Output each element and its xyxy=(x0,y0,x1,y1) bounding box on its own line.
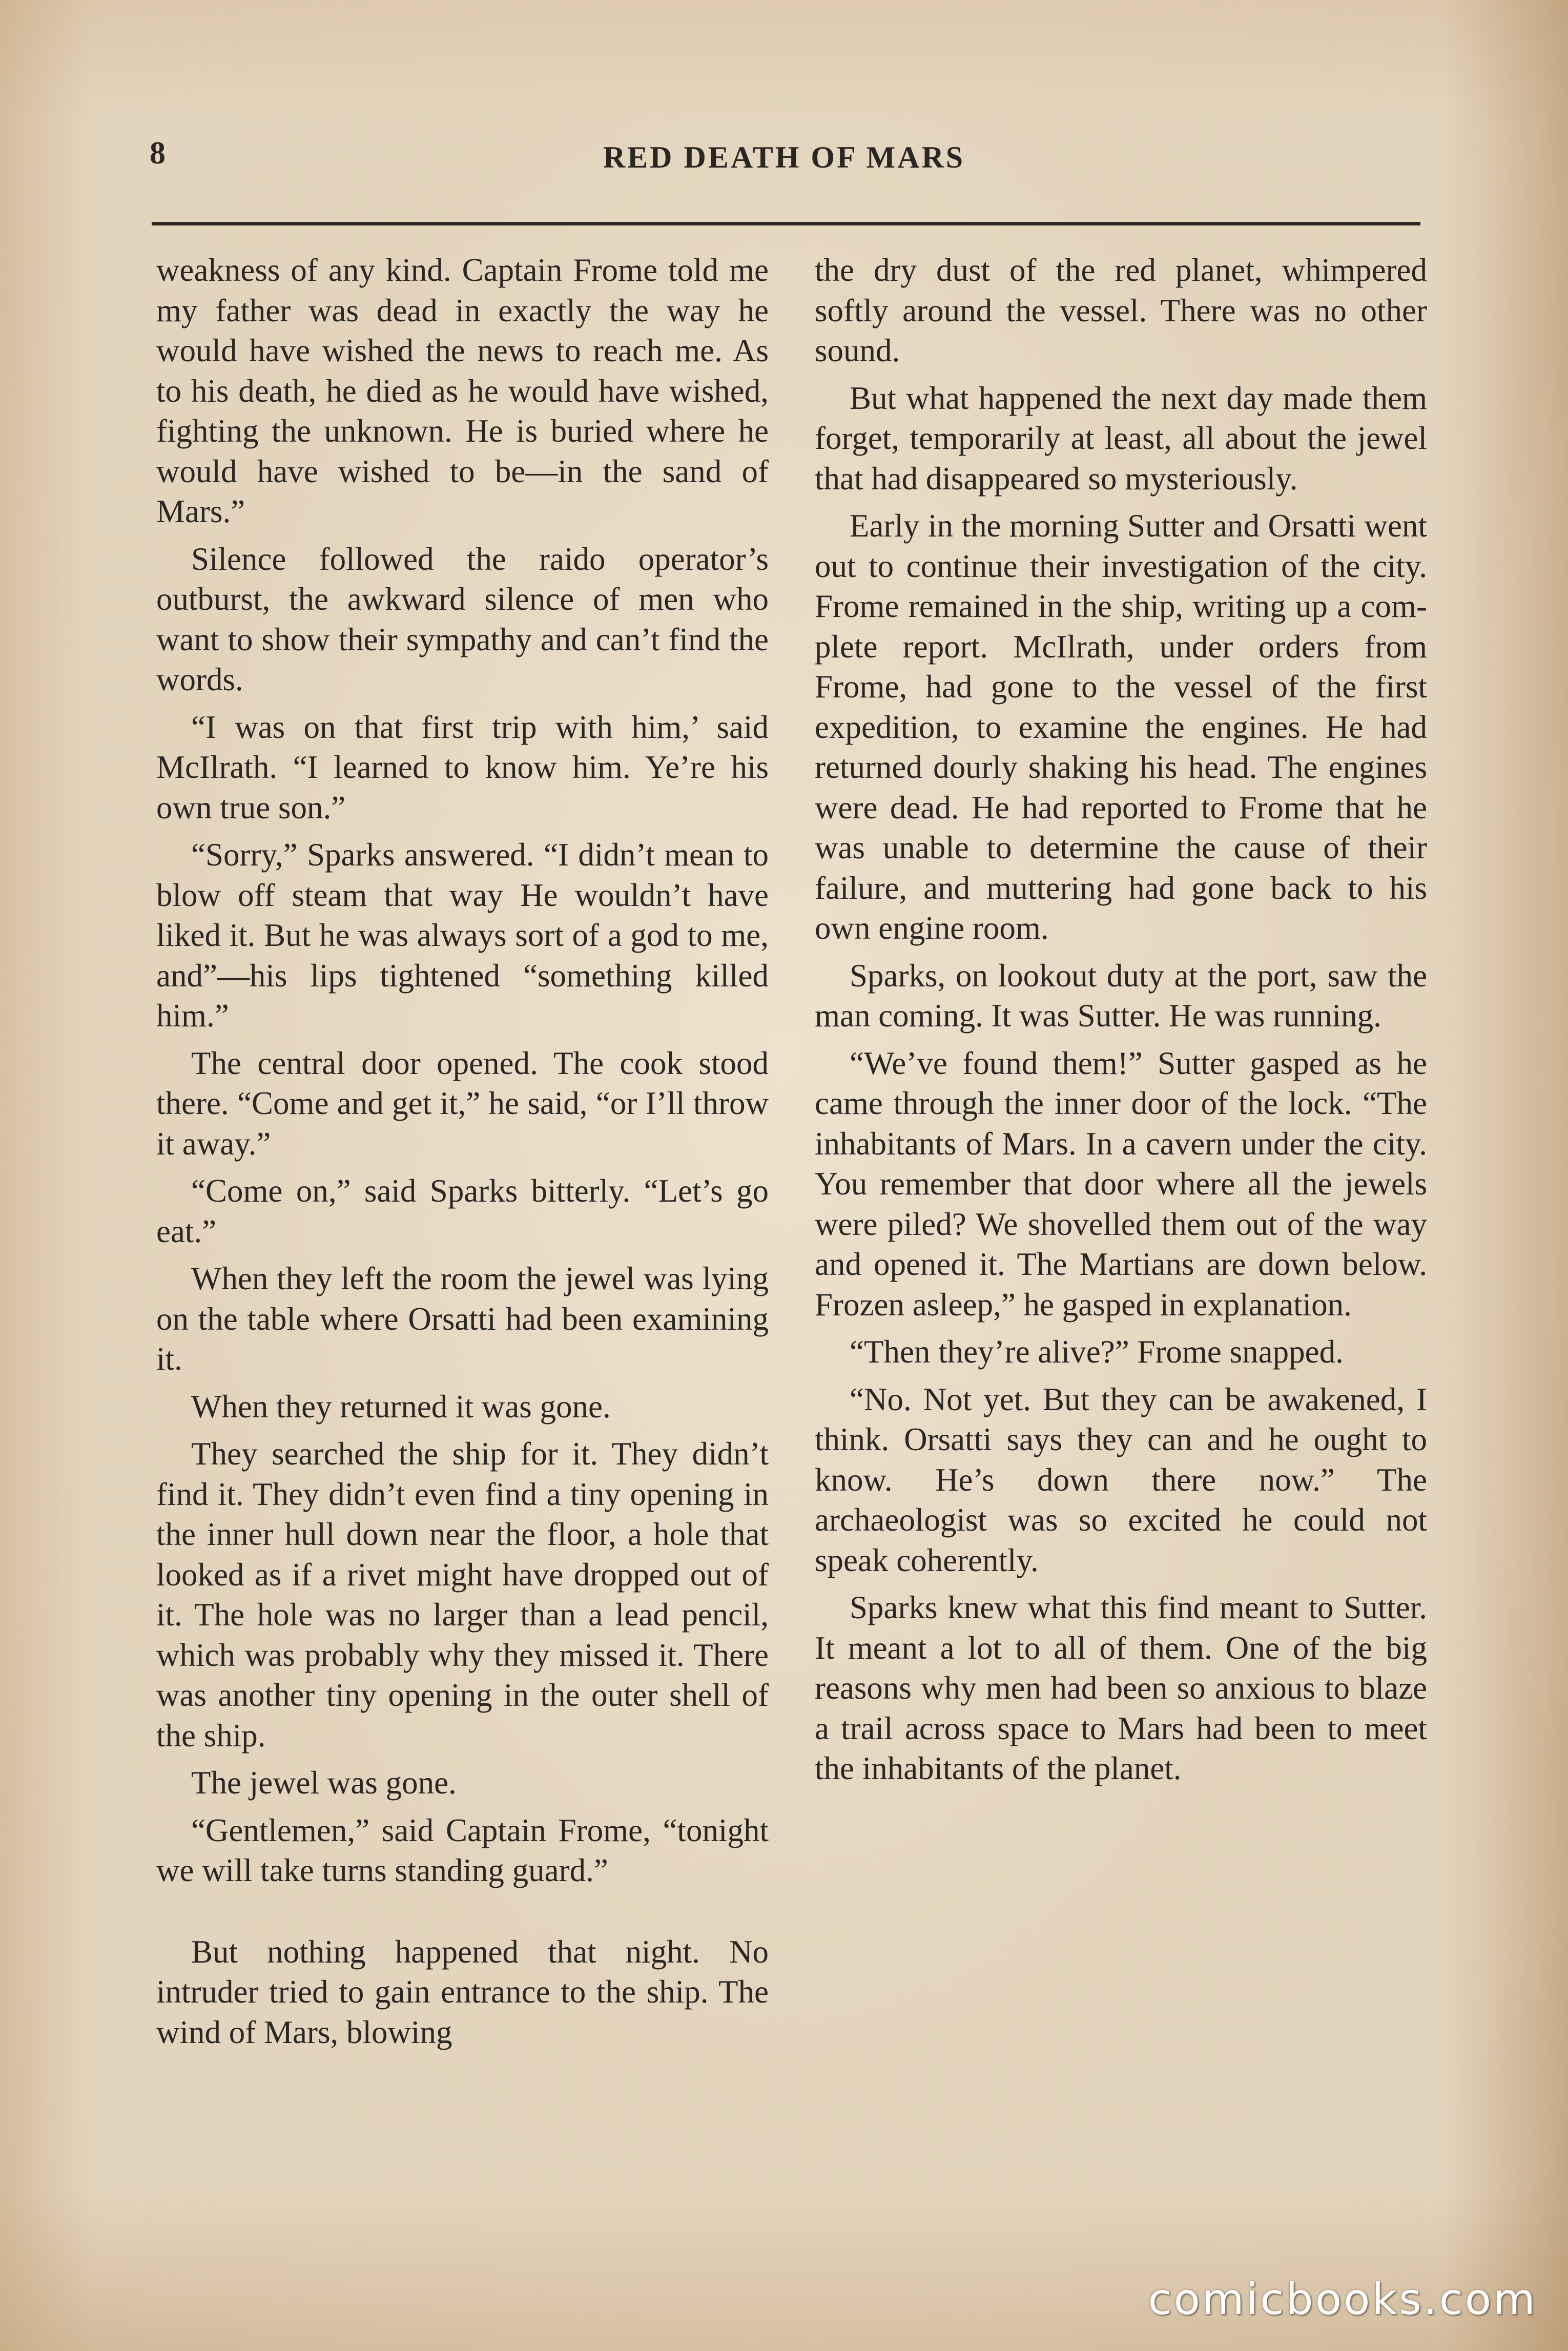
paragraph: “Come on,” said Sparks bitterly. “Let’s go eat.” xyxy=(156,1173,769,1249)
paragraph: When they returned it was gone. xyxy=(191,1388,611,1425)
paragraph: “We’ve found them!” Sutter gasped as he came through the inner door of the lock. “The inhabitants of Mars. In a cavern under the city. You remember that door where all the jewels were piled? We shovelled them out of the way and opened it. The Martians are down below. Frozen asleep,” he gasped in explanation. xyxy=(815,1045,1427,1323)
watermark: comicbooks.com xyxy=(1148,2274,1537,2324)
paragraph: The central door opened. The cook stood there. “Come and get it,” he said, “or I’ll throw it away.” xyxy=(156,1045,769,1162)
paragraph: “Then they’re alive?” Frome snapped. xyxy=(850,1334,1344,1370)
paragraph: Early in the morning Sutter and Orsatti went out to continue their investigation of the city. Frome remained in the ship, writing up a complete report. McIlrath, under orders from Frome, had gone to the vessel of the first expedition, to examine the engines. He had returned dourly shaking his head. The engines were dead. He had reported to Frome that he was unable to determine the cause of their failure, and muttering had gone back to his own engine room. xyxy=(815,508,1427,946)
page-number: 8 xyxy=(150,136,166,171)
paragraph: “I was on that first trip with him,’ said McIlrath. “I learned to know him. Ye’re his own true son.” xyxy=(156,709,769,826)
running-title: RED DEATH OF MARS xyxy=(603,140,965,174)
paragraph: The jewel was gone. xyxy=(191,1765,457,1801)
paragraph: They searched the ship for it. They didn’t find it. They didn’t even find a tiny opening in the inner hull down near the floor, a hole that looked as if a rivet might have dropped out of it. The hole was no larger than a lead pencil, which was probably why they missed it. There was another tiny opening in the outer shell of the ship. xyxy=(156,1436,769,1754)
paragraph: Sparks knew what this find meant to Sutter. It meant a lot to all of them. One of the big reasons why men had been so anxious to blaze a trail across space to Mars had been to meet the inhabitants of the planet. xyxy=(815,1590,1427,1786)
paragraph: the dry dust of the red planet, whimpered softly around the vessel. There was no other sound. xyxy=(815,252,1427,368)
paragraph: “No. Not yet. But they can be awakened, I think. Orsatti says they can and he ought to know. He’s down there now.” The archaeologist was so excited he could not speak coherently. xyxy=(815,1381,1427,1578)
paragraph: But nothing happened that night. No intruder tried to gain entrance to the ship. The wind of Mars, blowing xyxy=(156,1933,769,2050)
right-column xyxy=(815,250,1427,1796)
paragraph: “Gentlemen,” said Captain Frome, “tonight we will take turns standing guard.” xyxy=(156,1812,769,1888)
paragraph: weakness of any kind. Captain Frome told me my father was dead in exactly the way he would have wished the news to reach me. As to his death, he died as he would have wished, fighting the unknown. He is buried where he would have wished to be—in the sand of Mars.” xyxy=(156,252,769,529)
paragraph: But what happened the next day made them forget, temporarily at least, all about the jewel that had disappeared so mysteriously. xyxy=(815,380,1427,497)
paragraph: Sparks, on lookout duty at the port, saw the man coming. It was Sutter. He was running. xyxy=(815,957,1427,1034)
left-column xyxy=(156,250,769,2059)
paragraph: When they left the room the jewel was lying on the table where Orsatti had been examining it. xyxy=(156,1261,769,1377)
header-rule xyxy=(152,222,1420,225)
paragraph: “Sorry,” Sparks answered. “I didn’t mean to blow off steam that way He wouldn’t have liked it. But he was always sort of a god to me, and”—his lips tightened “something killed him.” xyxy=(156,837,769,1034)
paragraph: Silence followed the raido operator’s outburst, the awkward silence of men who want to show their sympathy and can’t find the words. xyxy=(156,541,769,697)
